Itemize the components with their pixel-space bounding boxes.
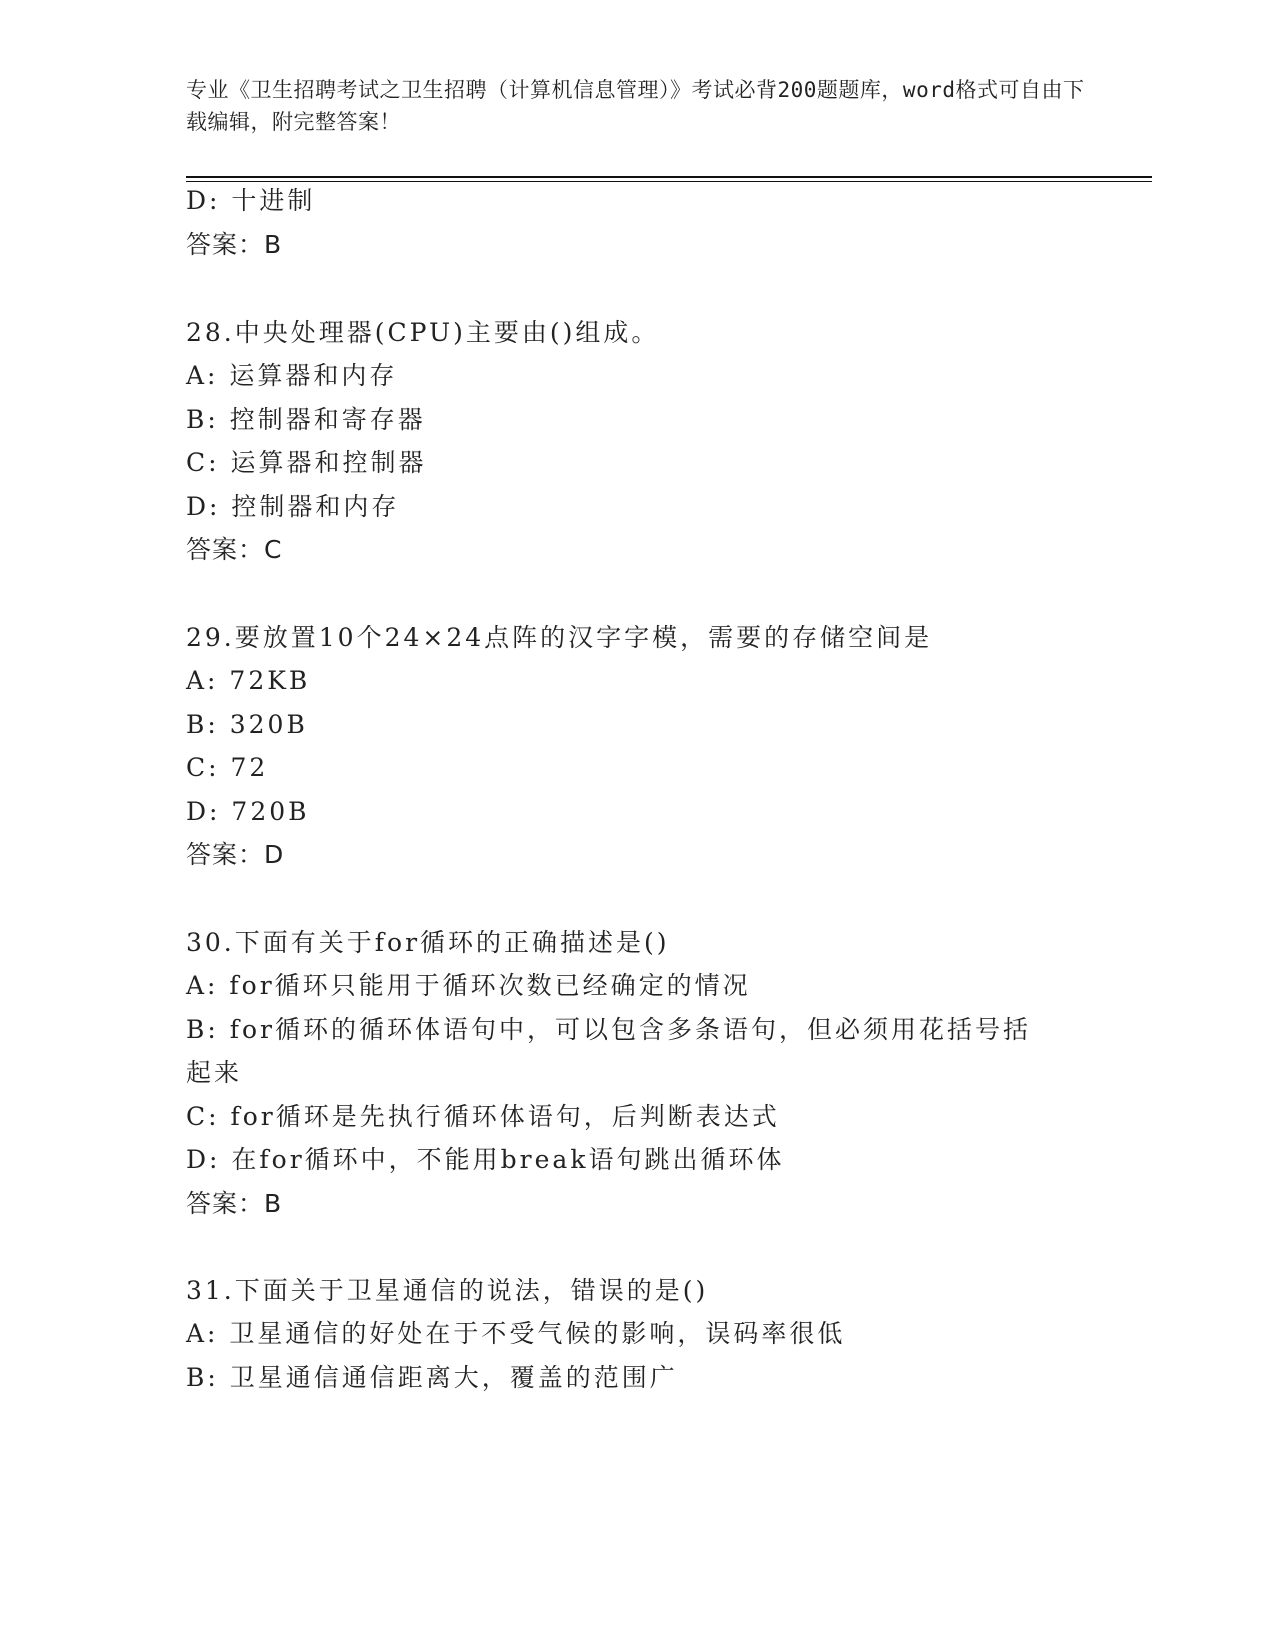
question-option: B: 卫星通信通信距离大，覆盖的范围广 [186,1363,678,1392]
question-option: B: 320B [186,710,308,739]
question-option: D: 在for循环中，不能用break语句跳出循环体 [186,1145,785,1174]
question-stem: 30.下面有关于for循环的正确描述是() [186,928,670,957]
header-divider [186,176,1152,178]
question-option: C: 运算器和控制器 [186,448,427,477]
header-divider-thin [186,181,1152,182]
question-option-continuation: 起来 [186,1058,243,1087]
question-option: C: for循环是先执行循环体语句，后判断表达式 [186,1102,780,1131]
document-header: 专业《卫生招聘考试之卫生招聘（计算机信息管理）》考试必背200题题库，word格式可自由下载编辑，附完整答案！ [186,78,1085,134]
question-option: A: for循环只能用于循环次数已经确定的情况 [186,971,751,1000]
question-option: A: 卫星通信的好处在于不受气候的影响，误码率很低 [186,1319,846,1348]
question-answer: 答案：C [186,535,283,564]
question-option: D: 控制器和内存 [186,492,400,521]
question-stem: 31.下面关于卫星通信的说法，错误的是() [186,1276,709,1305]
question-answer: 答案：D [186,840,285,869]
question-stem: 28.中央处理器(CPU)主要由()组成。 [186,318,660,347]
carryover-option-d: D: 十进制 [186,186,316,215]
question-option: B: for循环的循环体语句中，可以包含多条语句，但必须用花括号括 [186,1015,1031,1044]
question-option: A: 运算器和内存 [186,361,398,390]
question-stem: 29.要放置10个24×24点阵的汉字字模，需要的存储空间是 [186,623,933,652]
question-option: C: 72 [186,753,269,782]
question-option: A: 72KB [186,666,311,695]
carryover-answer: 答案：B [186,230,283,259]
question-option: D: 720B [186,797,310,826]
question-option: B: 控制器和寄存器 [186,405,426,434]
question-answer: 答案：B [186,1189,283,1218]
